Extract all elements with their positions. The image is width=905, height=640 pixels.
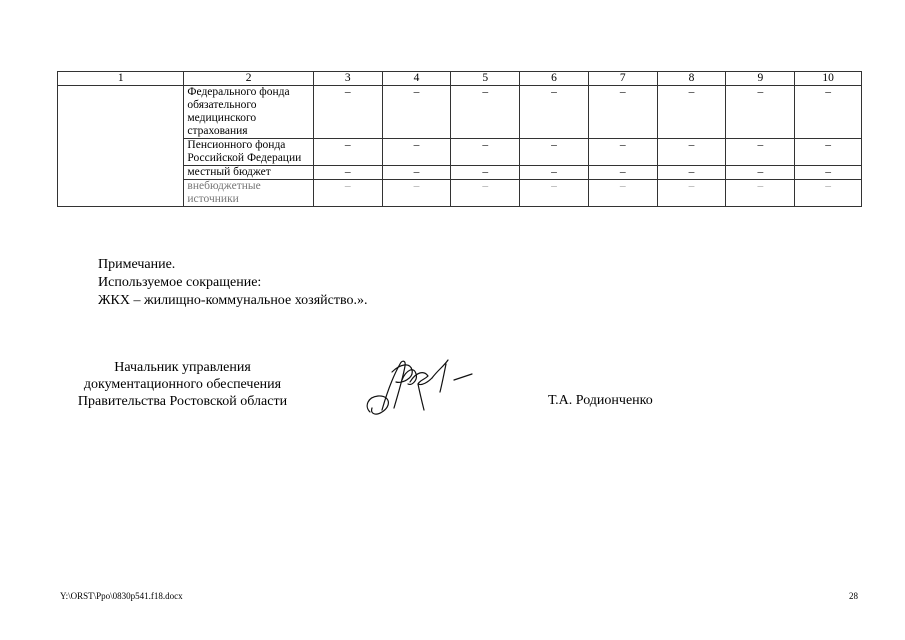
note-intro: Используемое сокращение:	[98, 275, 262, 290]
position-line: Правительства Ростовской области	[77, 394, 288, 409]
column-number-8: 8	[657, 72, 726, 86]
handwritten-signature	[362, 350, 477, 424]
row-label: Пенсионного фонда Российской Федерации	[184, 139, 313, 166]
table-cell: –	[657, 139, 726, 166]
signatory-name: Т.А. Родионченко	[548, 393, 653, 408]
table-cell: –	[382, 166, 451, 180]
note-abbreviation: ЖКХ – жилищно-коммунальное хозяйство.».	[98, 293, 368, 308]
position-line: документационного обеспечения	[83, 377, 282, 392]
table-cell: –	[657, 86, 726, 139]
funding-sources-table	[57, 71, 862, 207]
column-number-2: 2	[184, 72, 313, 86]
note-block	[98, 256, 367, 310]
footer-file-path: Y:\ORST\Ppo\0830p541.f18.docx	[60, 591, 183, 601]
table-cell: –	[382, 86, 451, 139]
table-header-row	[58, 72, 862, 86]
table-cell: –	[795, 180, 862, 207]
merged-first-column-cell	[58, 86, 184, 207]
column-number-9: 9	[726, 72, 795, 86]
table-cell: –	[382, 139, 451, 166]
column-number-1: 1	[58, 72, 184, 86]
page-number: 28	[849, 591, 858, 601]
table-cell: –	[588, 139, 657, 166]
table-cell: –	[726, 166, 795, 180]
table-cell: –	[726, 180, 795, 207]
signatory-position	[55, 359, 310, 410]
table-cell: –	[451, 166, 520, 180]
table-row	[58, 86, 862, 139]
table-cell: –	[588, 166, 657, 180]
table-cell: –	[313, 166, 382, 180]
table-cell: –	[313, 86, 382, 139]
column-number-3: 3	[313, 72, 382, 86]
table-cell: –	[313, 139, 382, 166]
table-cell: –	[520, 166, 589, 180]
row-label: Федерального фонда обязательного медицинского страхования	[184, 86, 313, 139]
table-cell: –	[726, 139, 795, 166]
note-heading: Примечание.	[98, 257, 176, 272]
table-cell: –	[520, 86, 589, 139]
table-cell: –	[313, 180, 382, 207]
table-cell: –	[520, 180, 589, 207]
table-cell: –	[451, 86, 520, 139]
column-number-7: 7	[588, 72, 657, 86]
table-cell: –	[657, 166, 726, 180]
position-line: Начальник управления	[114, 360, 251, 375]
table-cell: –	[795, 139, 862, 166]
table-cell: –	[588, 180, 657, 207]
column-number-6: 6	[520, 72, 589, 86]
row-label: внебюджетные источники	[184, 180, 313, 207]
table-cell: –	[382, 180, 451, 207]
column-number-10: 10	[795, 72, 862, 86]
table-cell: –	[451, 139, 520, 166]
column-number-5: 5	[451, 72, 520, 86]
table-cell: –	[726, 86, 795, 139]
table-cell: –	[795, 166, 862, 180]
table-cell: –	[588, 86, 657, 139]
table-cell: –	[451, 180, 520, 207]
table-cell: –	[657, 180, 726, 207]
column-number-4: 4	[382, 72, 451, 86]
row-label: местный бюджет	[184, 166, 313, 180]
table-cell: –	[520, 139, 589, 166]
table-cell: –	[795, 86, 862, 139]
